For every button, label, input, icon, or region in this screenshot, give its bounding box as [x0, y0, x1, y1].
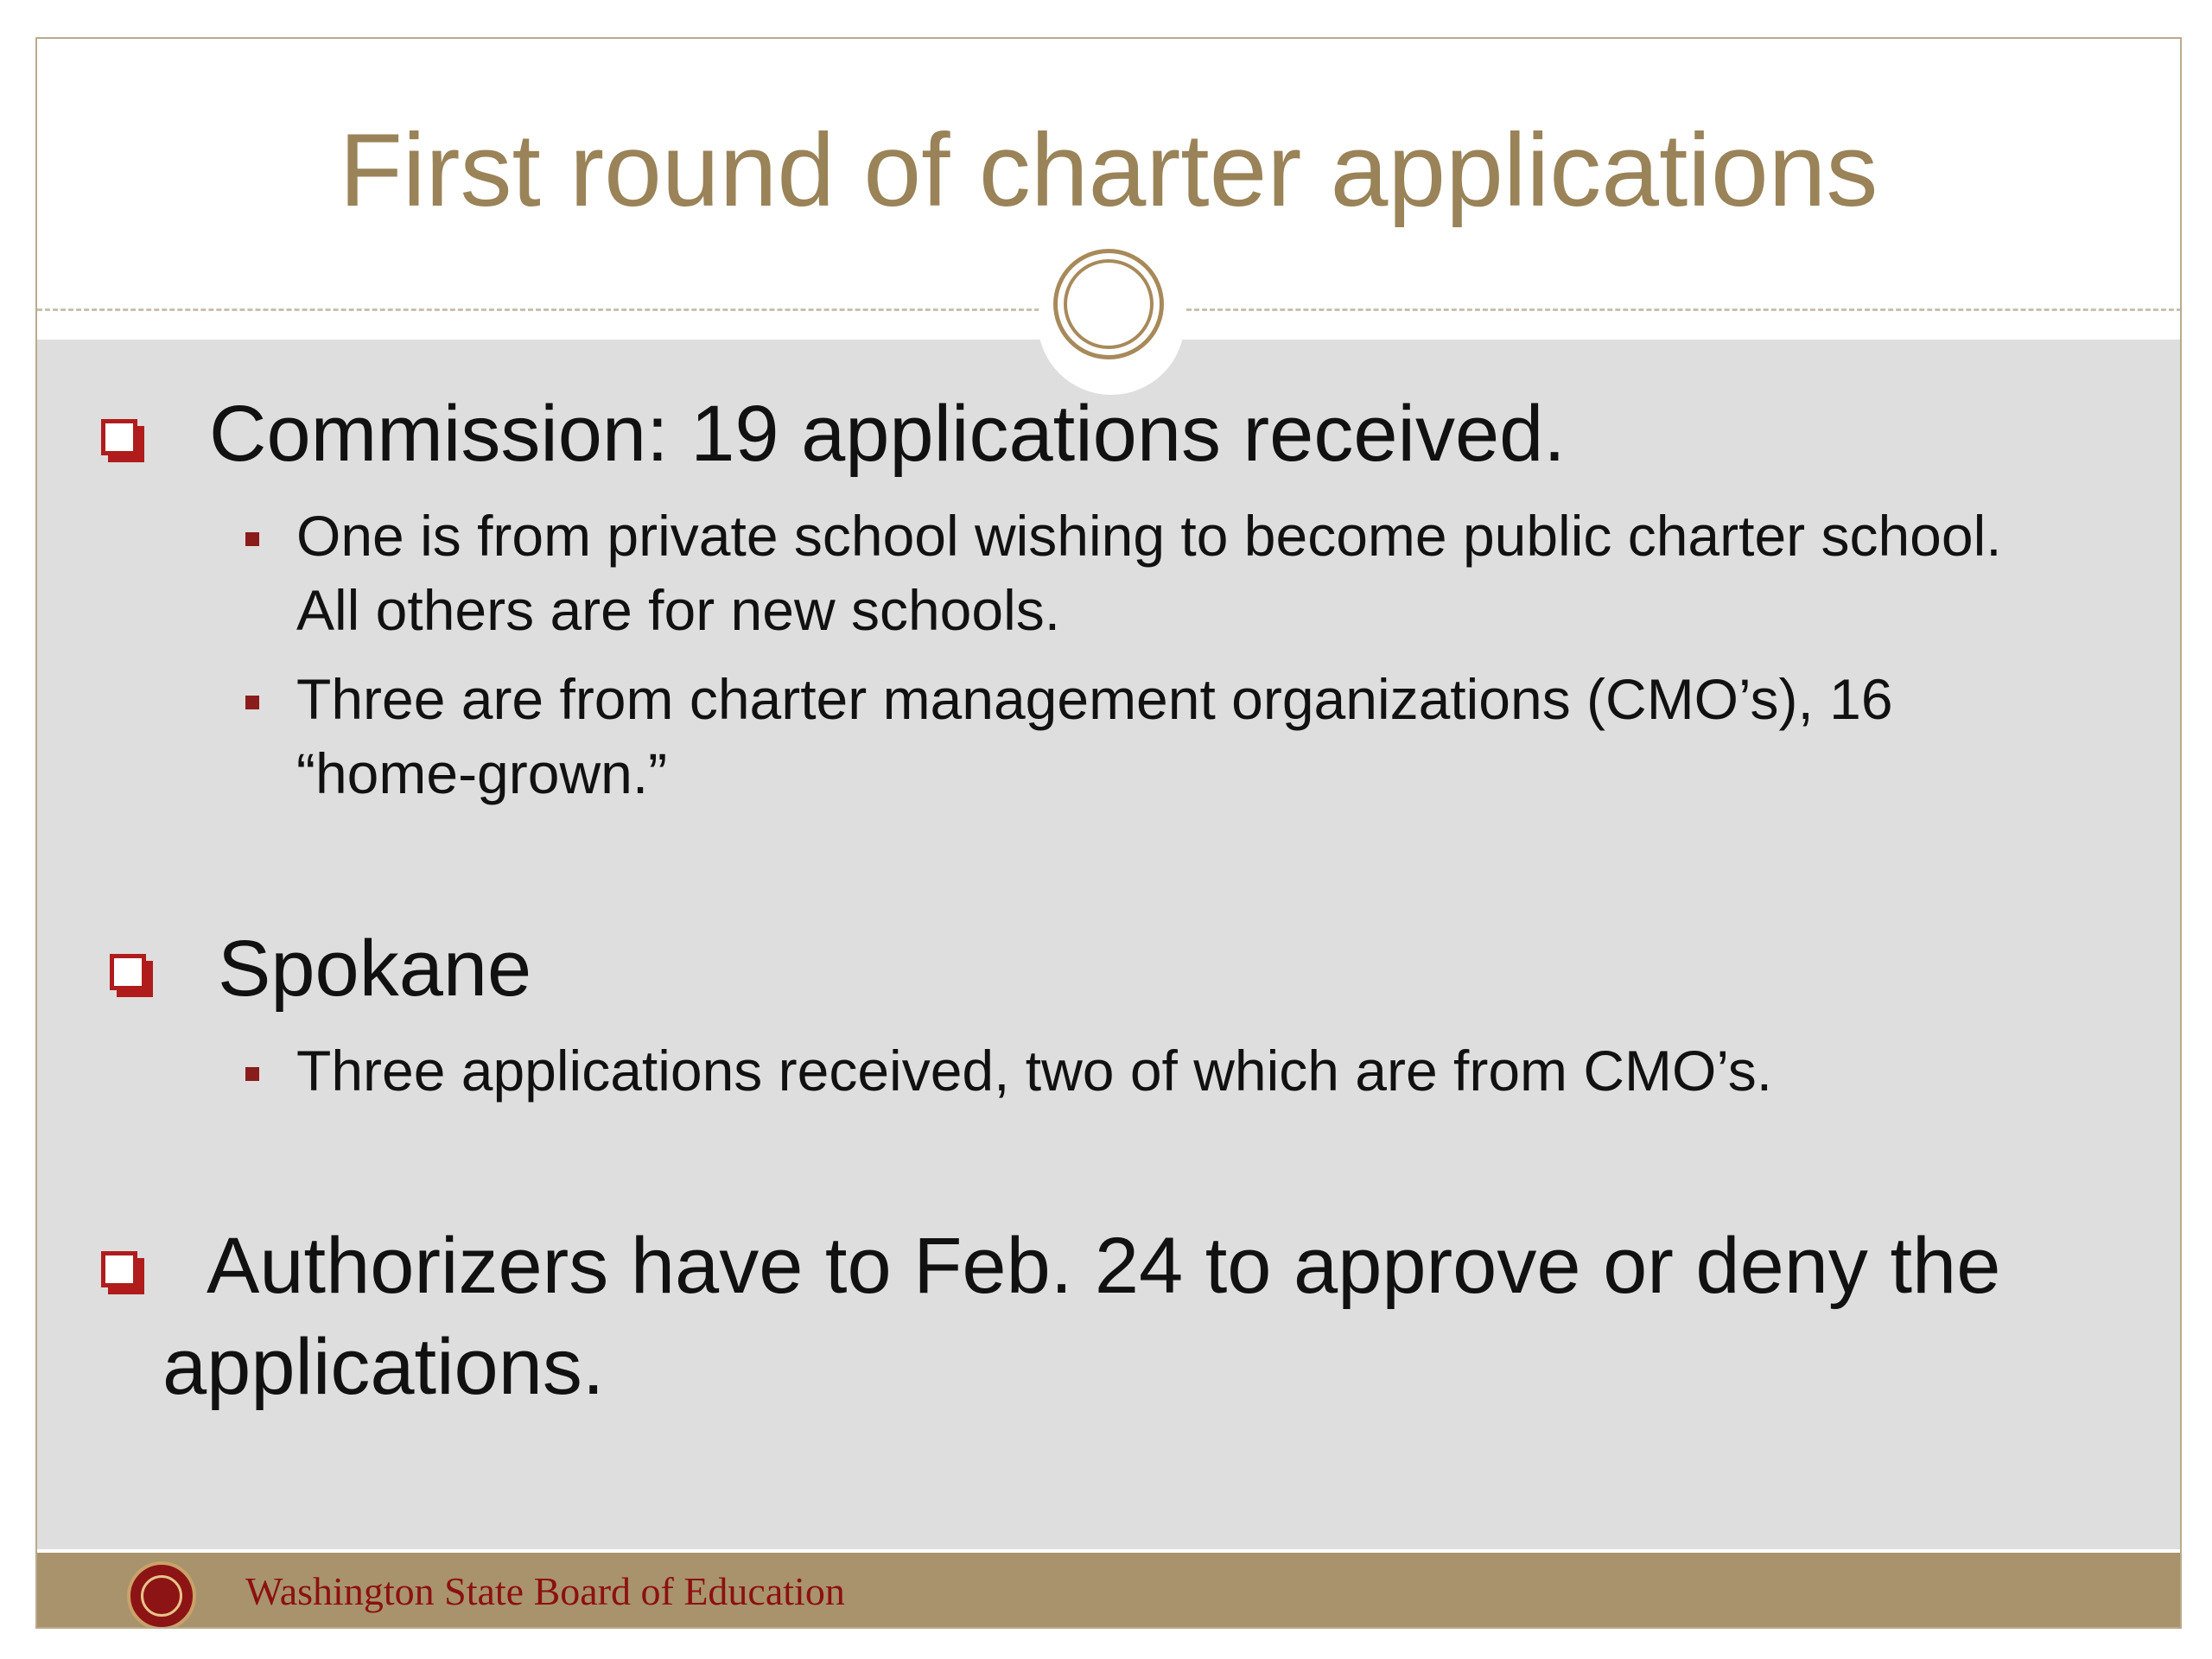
- circle-ornament-icon: [1053, 249, 1164, 359]
- board-seal-icon: [127, 1561, 196, 1629]
- bullet-authorizers-continued: applications.: [162, 1323, 605, 1411]
- title-divider-right: [1186, 308, 2182, 311]
- box-bullet-icon: [101, 419, 144, 462]
- sub-bullet-spokane-apps: Three applications received, two of which are from CMO’s.: [296, 1039, 1773, 1103]
- sub-bullet-icon: [245, 532, 259, 546]
- sub-bullet-icon: [245, 696, 259, 709]
- bullet-commission: Commission: 19 applications received.: [209, 390, 1566, 478]
- box-bullet-icon: [101, 1251, 144, 1294]
- title-divider-left: [37, 308, 1039, 311]
- circle-ornament-inner: [1064, 259, 1154, 349]
- sub-bullet-icon: [245, 1067, 259, 1081]
- slide: [35, 37, 2182, 1629]
- footer-organization: Washington State Board of Education: [245, 1569, 845, 1613]
- sub-bullet-cmo: Three are from charter management organizations (CMO’s), 16 “home-grown.”: [296, 667, 1893, 805]
- box-bullet-icon: [110, 954, 153, 997]
- sub-bullet-private-school: One is from private school wishing to become public charter school. All others are for new schools.: [296, 504, 2002, 642]
- slide-title: First round of charter applications: [339, 112, 1878, 228]
- bullet-authorizers: Authorizers have to Feb. 24 to approve or deny the: [207, 1222, 2001, 1310]
- bullet-spokane: Spokane: [218, 925, 532, 1013]
- footer-bar: [37, 1553, 2180, 1629]
